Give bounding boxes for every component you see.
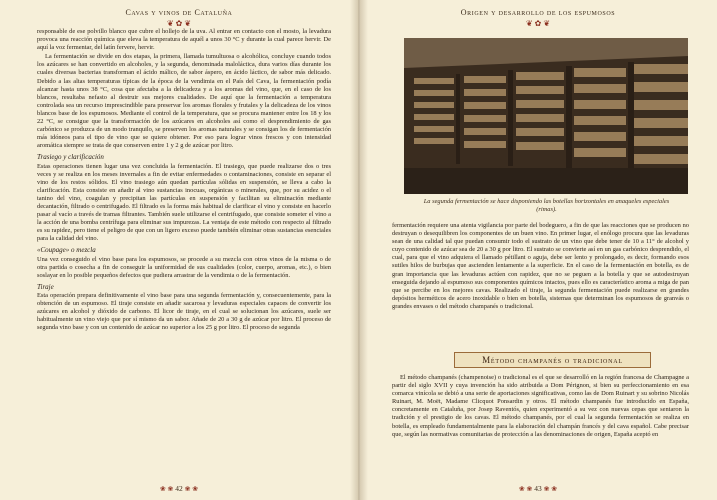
left-folio-ornament: ❀ ❀ bbox=[159, 485, 174, 493]
right-page-number: 43 bbox=[534, 484, 542, 493]
left-body-text bbox=[37, 28, 331, 333]
left-paragraph-1: responsable de ese polvillo blanco que cubre el hollejo de la uva. Al entrar en contacto con el mosto, la levadura provoca una reacción química que eleva la temperatura de aquél a unos 30 °C y durante la cual parece hervir. De aquí la voz fermentar, del latín fervere, hervir. bbox=[37, 28, 331, 52]
wine-cellar-photo bbox=[404, 38, 688, 194]
right-page bbox=[359, 0, 717, 500]
left-paragraph-2: La fermentación se divide en dos etapas, la primera, llamada tumultuosa o alcohólica, concluye cuando todos los azúcares se han convertido en alcoholes, y la segunda, denominada maloláctica, dura varios días durante los cuales diversas bacterias transforman el ácido málico, de sabor áspero, en ácido láctico, de sabor más delicado. Debido a las altas temperaturas típicas de la época de la vendimia en el País del Cava, la fermentación podía alcanzar hasta unos 38 °C, cosa que afectaba a la delicadeza y a los aromas del vino, que, en el caso de los blancos, resultaba nefasto al destruir sus mejores cualidades. De aquí que la fermentación a temperatura controlada sea un recurso imprescindible para preservar los aromas florales y frutales y la delicadeza de los vinos blancos base de los espumosos. Mediante el control de la temperatura, que se procura mantener entre los 18 y los 22 °C, se consigue que la transformación de los azúcares en alcoholes así como el desprendimiento de gas carbónico se produzca de un modo tranquilo, se preserven los aromas naturales y se consigan los de fermentación más idóneos para el tipo de vino que se quiere obtener. Por eso para lograr vinos frescos y con intensidad aromática siempre se trata de que conserven entre 1 y 2 g de azúcar por litro. bbox=[37, 53, 331, 150]
left-paragraph-trasiego: Estas operaciones tienen lugar una vez concluida la fermentación. El trasiego, que puede realizarse dos o tres veces y se realiza en los meses invernales a fin de evitar enfermedades o contaminaciones, consiste en separar el vino de los restos sólidos. El vino trasiego aún quedan partículas sólidas en suspensión, se lleva a cabo la clarificación. Esta consiste en añadir al vino sustancias inocuas, orgánicas o minerales, que, por su acidez o el tanino del vino, coagulan y precipitan las partículas en suspensión y facilitan su eliminación mediante decantación, filtrado o centrifugado. El filtrado es la forma más habitual de clarificar el vino y consiste en hacerlo pasar al vacío a través de tramas filtrantes. También suele utilizarse el centrifugado, que consiste someter el vino a la acción de una bomba centrífuga para eliminar sus impurezas. La ventaja de este método con respecto al filtrado es su rapidez, pero tiene el peligro de que con un ligero exceso puede también eliminar otras sustancias esenciales para la calidad del vino. bbox=[37, 162, 331, 243]
right-folio-ornament: ❀ ❀ bbox=[518, 485, 533, 493]
left-page bbox=[0, 0, 358, 500]
right-folio bbox=[359, 484, 717, 493]
left-folio bbox=[0, 484, 358, 493]
left-running-head: Cavas y vinos de Cataluña bbox=[125, 8, 233, 17]
subhead-tiraje: Tiraje bbox=[37, 282, 54, 291]
right-paragraph-1: fermentación requiere una atenta vigilancia por parte del bodeguero, a fin de que las reacciones que se producen no destruyan o desequilibren los componentes de un buen vino. En primer lugar, el enólogo procura que las levaduras sean de una calidad tal que puedan consumir todo el sustrato de un vino que debe tener de 10 a 11° de alcohol y cuyo contenido de azúcar sea de 20 a 30 g por litro. El sustrato se convierte así en un gas carbónico desprendido, el cual, para que el vino adquiera el llamado pétillant o aguja, debe ser lento y prolongado, es decir, formando esos sutiles hilos de burbujas que ascienden lentamente a la superficie. En el caso de la fermentación en botella, es de gran importancia que las levaduras actúen con rapidez, que no se peguen a la botella y que se autodestruyan enseguida dejando al espumoso sus componentes químicos intactos, pues ello es característico aroma a miga de pan que se percibe en los mejores cavas. Realizado el tiraje, la segunda fermentación puede realizarse en grandes depósitos herméticos de acero inoxidable o bien en botella, sistemas que determinan los espumosos de granvás o grandes envases o del método champanés o tradicional. bbox=[392, 222, 689, 310]
subhead-coupage: «Coupage» o mezcla bbox=[37, 246, 96, 255]
right-paragraph-2: El método champanés (champenoise) o tradicional es el que se desarrolló en la región francesa de Champagne a partir del siglo XVII y cuya invención ha sido atribuida a Dom Pérignon, si bien su perfeccionamiento en esa comarca vinícola se debió a una serie de aportaciones significativas, como las de Dom Ruinart y su sobrino Nicolás Ruinart, M. Moët, Madame Clicquot Ponsardin y otros. El método champanés fue introducido en España, concretamente en Cataluña, por Josep Raventós, quien experimentó a su vez con nuevas cepas que sentaron la tradición y el prestigio de los cavas. El método champanés, por el cual la segunda fermentación se realiza en botella, es empleado fundamentalmente para la elaboración del champán francés y del cava español. Cabe precisar que, según las normativas comunitarias de protección a las denominaciones de origen, España aceptó en bbox=[392, 374, 689, 438]
left-paragraph-tiraje: Esta operación prepara definitivamente el vino base para una segunda fermentación y, consecuentemente, para la obtención de un espumoso. El tiraje consiste en añadir sacarosa y levaduras especiales capaces de convertir los azúcares en alcohol y dióxido de carbono. El licor de tiraje, en el cual se solucionan los azúcares, suele ser habitualmente un vino viejo que por sí mismo da un sabor. Añade de 20 a 30 g de azúcar por litro. El proceso de segunda vino base y con un contenido de azúcar no superior a los 25 g por litro. El proceso de segunda bbox=[37, 291, 331, 332]
left-page-number: 42 bbox=[175, 484, 183, 493]
book-gutter bbox=[350, 0, 368, 500]
bottle-racks-illustration bbox=[404, 38, 688, 194]
left-ornament: ❦ ✿ ❦ bbox=[166, 19, 192, 28]
subhead-trasiego: Trasiego y clarificación bbox=[37, 153, 104, 162]
left-folio-ornament-2: ❀ ❀ bbox=[184, 485, 199, 493]
section-title: Método champanés o tradicional bbox=[454, 352, 651, 368]
right-folio-ornament-2: ❀ ❀ bbox=[543, 485, 558, 493]
right-body-text-2 bbox=[392, 374, 689, 440]
left-paragraph-coupage: Una vez conseguido el vino base para los espumosos, se procede a su mezcla con otros vinos de la misma o de otra partida o cosecha a fin de conseguir la uniformidad de sus cualidades (color, cuerpo, aromas, etc.), o bien soslayar en lo posible pequeños defectos que pudiera arrastrar de la vendimia o de la fermentación. bbox=[37, 255, 331, 279]
photo-caption: La segunda fermentación se hace disponiendo las botellas horizontales en anaqueles especiales (rimas). bbox=[423, 198, 670, 213]
right-body-text-1 bbox=[392, 222, 689, 312]
right-ornament: ❦ ✿ ❦ bbox=[525, 19, 551, 28]
right-running-head: Origen y desarrollo de los espumosos bbox=[460, 8, 616, 17]
